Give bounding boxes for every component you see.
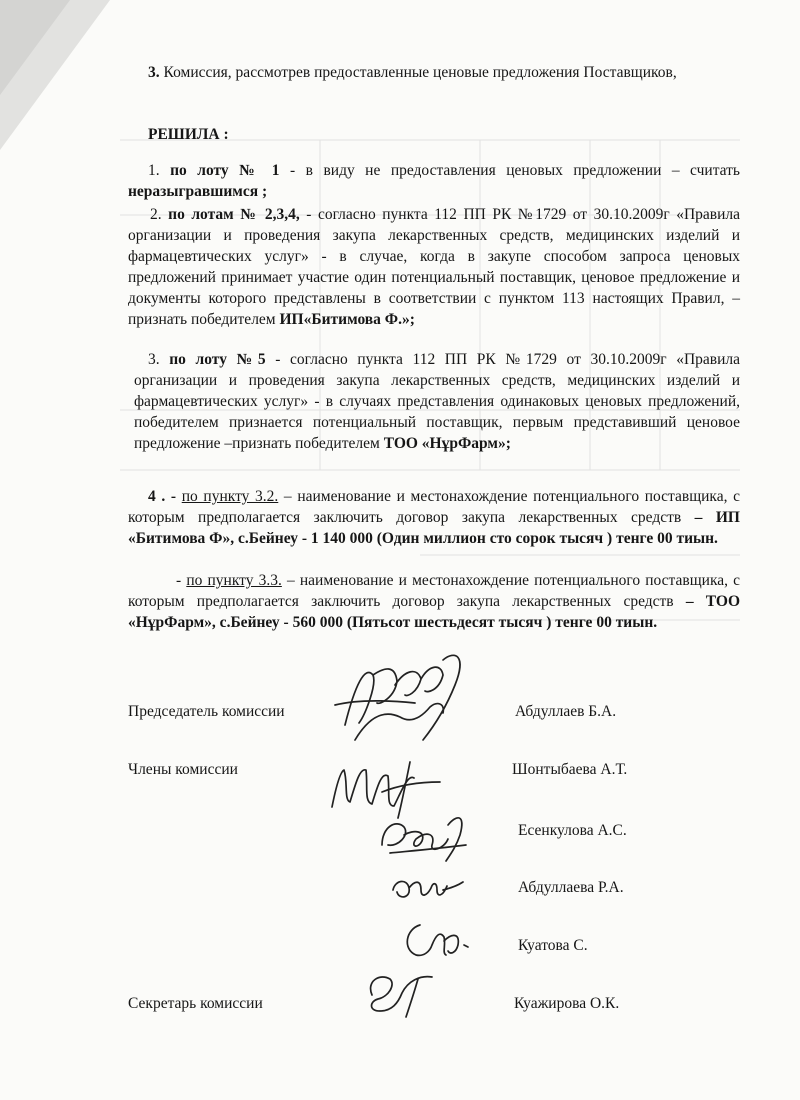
item2-text: - согласно пункта 112 ПП РК №1729 от 30.10.2009г «Правила организации и проведения закупа лекарственных средств, медицинских изделий и фармацевтических услуг» - в случае, когда в закупе способом запроса ценовых предложений принимает участие один потенциальный поставщик, ценовое предложение и документы которого представлены в соответствии с пунктом 113 настоящих Правил, – признать победителем [128,206,740,328]
member-2-signature [370,805,480,865]
decided-heading [128,124,740,145]
member-name-3: Абдуллаева Р.А. [518,879,624,896]
section3-text: Комиссия, рассмотрев предоставленные ценовые предложения Поставщиков, [163,64,677,81]
item2-lot: по лотам № 2,3,4, [168,206,300,223]
member-name-2: Есенкулова А.С. [518,822,627,839]
member-name-4: Куатова С. [518,937,588,954]
section4-supplier-1: – ИП «Битимова Ф», с.Бейнеу - 1 140 000 (Один миллион сто сорок тысяч ) тенге 00 тиын. [128,509,740,547]
section3-paragraph [128,62,740,83]
section4-number: 4 . - [148,488,177,505]
members-label: Члены комиссии [128,761,238,778]
chairman-name: Абдуллаев Б.А. [515,703,617,720]
decided-text: РЕШИЛА : [148,126,229,143]
section4-paragraph-2 [128,570,740,633]
item3-lot: по лоту №5 [169,351,266,368]
section4-ref-3-3: по пункту 3.3. [186,572,282,589]
section4-paragraph-1 [128,486,740,549]
secretary-name: Куажирова О.К. [514,995,620,1012]
item2-winner: ИП«Битимова Ф.»; [279,311,415,328]
item1-result: неразыгравшимся ; [128,183,268,200]
folded-corner [0,0,110,150]
decision-item-2 [128,204,740,330]
section4-text-1: – наименование и местонахождение потенциального поставщика, с которым предполагается заключить договор закупа лекарственных средств [128,488,740,526]
member-3-signature [385,868,465,908]
member-name-1: Шонтыбаева А.Т. [512,761,628,778]
item3-text: - согласно пункта 112 ПП РК №1729 от 30.10.2009г «Правила организации и проведения закупа лекарственных средств, медицинских изделий и фармацевтических услуг» - в случаях представления одинаковых ценовых предложений, победителем признается потенциальный поставщик, первым представивший ценовое предложение –признать победителем [134,351,740,452]
section4-text-2: – наименование и местонахождение потенциального поставщика, с которым предполагается заключить договор закупа лекарственных средств [128,572,741,610]
chairman-signature [325,645,475,755]
secretary-label: Секретарь комиссии [128,995,263,1012]
chairman-label: Председатель комиссии [128,703,285,720]
member-4-signature [398,915,478,965]
item1-text: - в виду не предоставления ценовых предложении – считать [279,162,741,179]
item3-number: 3. [148,351,160,368]
item1-number: 1. [148,162,160,179]
item2-number: 2. [150,206,162,223]
section4-supplier-2: – ТОО «НұрФарм», с.Бейнеу - 560 000 (Пятьсот шестьдесят тысяч ) тенге 00 тиын. [128,593,741,631]
section3-number: 3. [148,64,160,81]
item3-winner: ТОО «НұрФарм»; [383,435,511,452]
item1-lot: по лоту № 1 [170,162,280,179]
decision-item-1 [128,160,740,202]
decision-item-3 [134,349,740,454]
section4-dash: - [176,572,182,589]
section4-ref-3-2: по пункту 3.2. [181,488,279,505]
secretary-signature [358,965,448,1025]
